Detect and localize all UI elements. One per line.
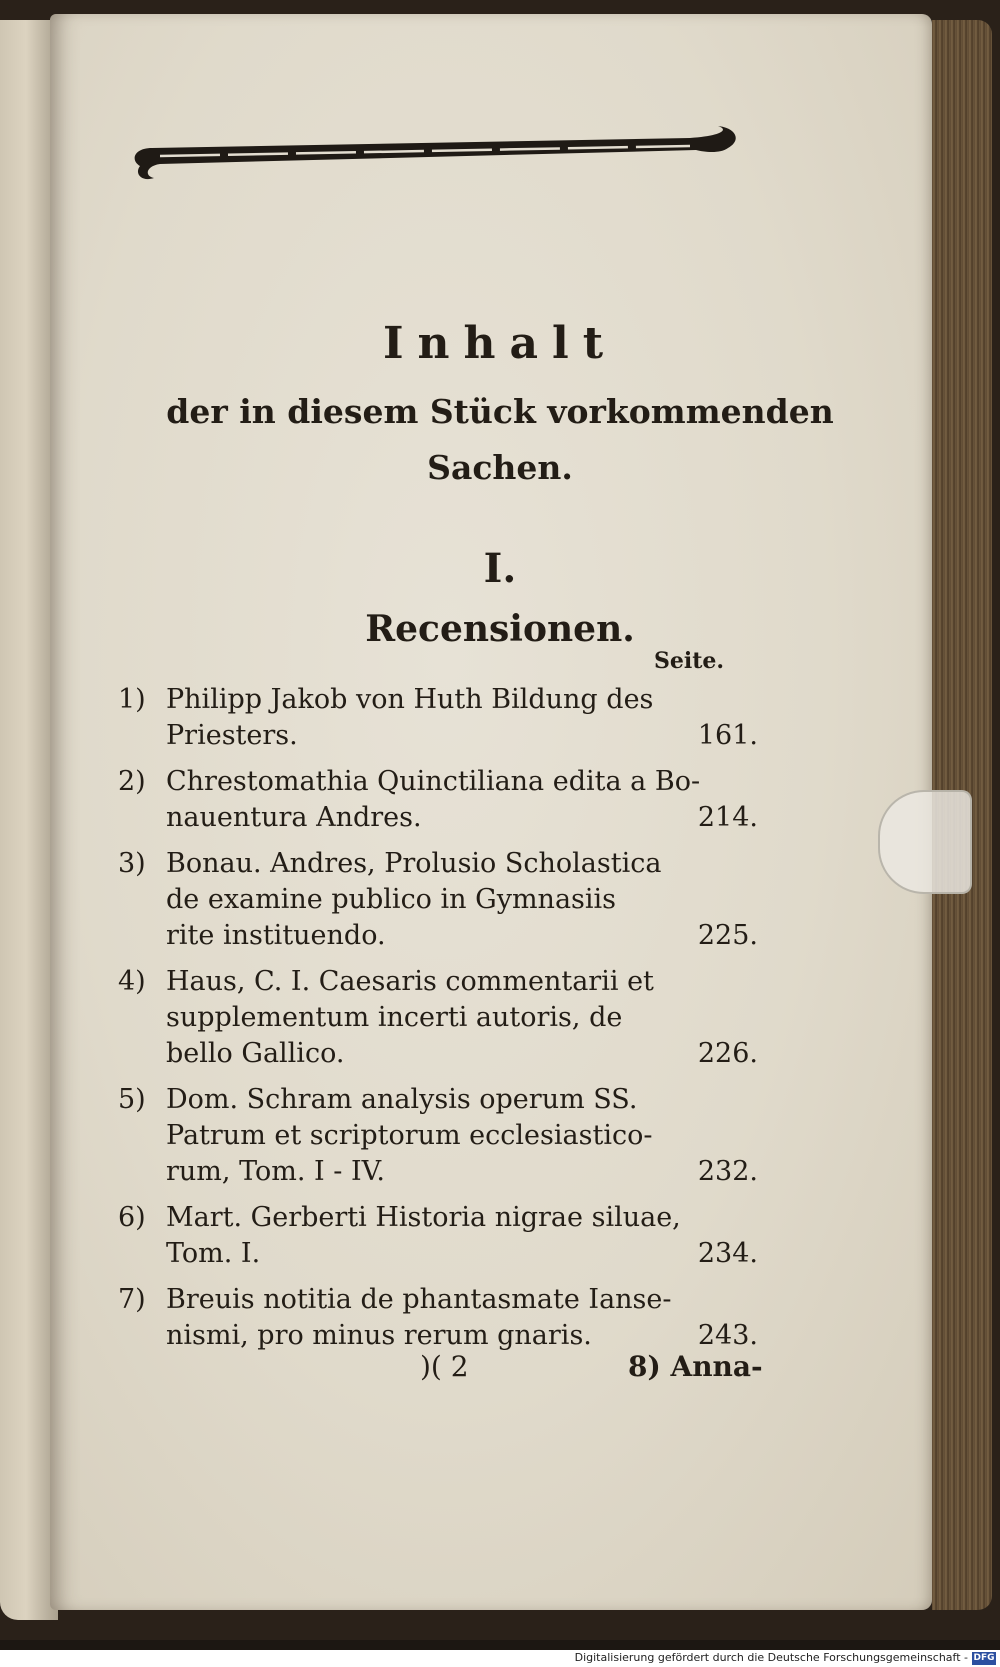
- entry-page: 214.: [697, 802, 758, 833]
- entry-line: supplementum incerti autoris, de: [166, 1002, 623, 1033]
- entry-line: Chrestomathia Quinctiliana edita a Bo-: [166, 766, 701, 797]
- digitization-bar: [0, 1650, 1000, 1667]
- entry-number: 7): [118, 1284, 146, 1315]
- entry-line: Tom. I.: [166, 1238, 261, 1269]
- contents-entry: [118, 764, 758, 836]
- ornament-rule: [130, 126, 750, 190]
- entry-line: bello Gallico.: [166, 1038, 345, 1069]
- contents-subtitle-line2: Sachen.: [427, 448, 573, 487]
- entry-number: 1): [118, 684, 146, 715]
- entry-line: Mart. Gerberti Historia nigrae siluae,: [166, 1202, 681, 1233]
- section-title: Recensionen.: [365, 608, 635, 650]
- entry-number: 3): [118, 848, 146, 879]
- entry-page: 226.: [697, 1038, 758, 1069]
- entry-number: 5): [118, 1084, 146, 1115]
- page-column-label: Seite.: [654, 648, 725, 674]
- entry-line: Breuis notitia de phantasmate Ianse-: [166, 1284, 672, 1315]
- contents-entry: [118, 1200, 758, 1272]
- contents-list: [118, 682, 758, 1364]
- entry-line: Priesters.: [166, 720, 298, 751]
- entry-page: 234.: [697, 1238, 758, 1269]
- entry-line: Philipp Jakob von Huth Bildung des: [166, 684, 654, 715]
- entry-line: Dom. Schram analysis operum SS.: [166, 1084, 638, 1115]
- contents-entry: [118, 846, 758, 954]
- entry-line: rum, Tom. I - IV.: [166, 1156, 385, 1187]
- signature-mark: )( 2: [420, 1350, 469, 1383]
- entry-line: Bonau. Andres, Prolusio Scholastica: [166, 848, 662, 879]
- entry-page: 161.: [697, 720, 758, 751]
- bookmark-clip: [878, 790, 972, 894]
- entry-page: 243.: [697, 1320, 758, 1351]
- contents-entry: [118, 1282, 758, 1354]
- section-number: I.: [483, 545, 517, 592]
- entry-line: nismi, pro minus rerum gnaris.: [166, 1320, 592, 1351]
- entry-page: 232.: [697, 1156, 758, 1187]
- contents-entry: [118, 964, 758, 1072]
- entry-number: 6): [118, 1202, 146, 1233]
- entry-line: nauentura Andres.: [166, 802, 422, 833]
- contents-subtitle-line1: der in diesem Stück vorkommenden: [166, 392, 834, 431]
- digitization-note: Digitalisierung gefördert durch die Deutsche Forschungsgemeinschaft -: [574, 1651, 968, 1664]
- entry-page: 225.: [697, 920, 758, 951]
- entry-line: de examine publico in Gymnasiis: [166, 884, 617, 915]
- contents-entry: [118, 1082, 758, 1190]
- entry-line: rite instituendo.: [166, 920, 386, 951]
- contents-title: Inhalt: [382, 318, 618, 369]
- entry-number: 4): [118, 966, 146, 997]
- entry-number: 2): [118, 766, 146, 797]
- catchword: 8) Anna-: [628, 1350, 763, 1383]
- entry-line: Haus, C. I. Caesaris commentarii et: [166, 966, 654, 997]
- entry-line: Patrum et scriptorum ecclesiastico-: [166, 1120, 653, 1151]
- dfg-logo: DFG: [973, 1653, 995, 1663]
- contents-entry: [118, 682, 758, 754]
